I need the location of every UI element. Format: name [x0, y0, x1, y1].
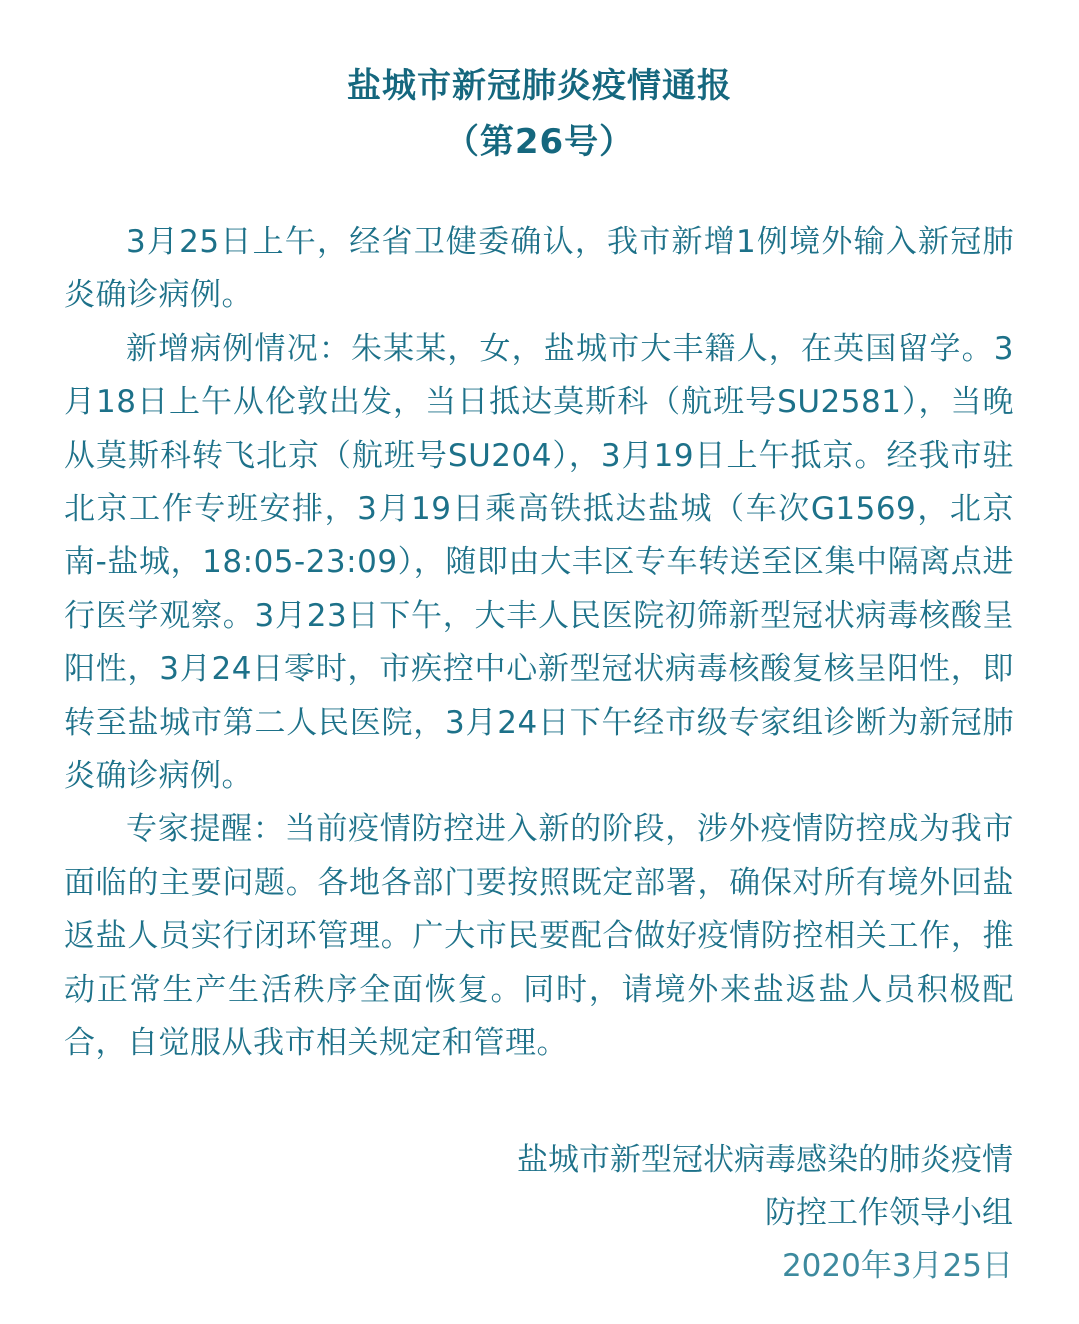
signature-organization-line2: 防控工作领导小组: [765, 1195, 1013, 1231]
paragraph-expert-reminder: 专家提醒：当前疫情防控进入新的阶段，涉外疫情防控成为我市面临的主要问题。各地各部门要按照既定部署，确保对所有境外回盐返盐人员实行闭环管理。广大市民要配合做好疫情防控相关工作，推动正常生产生活秩序全面恢复。同时，请境外来盐返盐人员积极配合，自觉服从我市相关规定和管理。: [64, 811, 1014, 1062]
document-body: [64, 216, 1014, 1071]
signature-block: [313, 1134, 1013, 1293]
document-issue-number: （第26号）: [444, 122, 635, 162]
signature-date: 2020年3月25日: [781, 1248, 1013, 1284]
paragraph-case-details: 新增病例情况：朱某某，女，盐城市大丰籍人，在英国留学。3月18日上午从伦敦出发，当日抵达莫斯科（航班号SU2581），当晚从莫斯科转飞北京（航班号SU204），3月19日上午抵京。经我市驻北京工作专班安排，3月19日乘高铁抵达盐城（车次G1569，北京南-盐城，18:05-23:09），随即由大丰区专车转送至区集中隔离点进行医学观察。3月23日下午，大丰人民医院初筛新型冠状病毒核酸呈阳性，3月24日零时，市疾控中心新型冠状病毒核酸复核呈阳性，即转至盐城市第二人民医院，3月24日下午经市级专家组诊断为新冠肺炎确诊病例。: [64, 330, 1014, 795]
document-title: 盐城市新冠肺炎疫情通报: [347, 66, 732, 106]
signature-organization-line1: 盐城市新型冠状病毒感染的肺炎疫情: [517, 1142, 1013, 1178]
paragraph-confirmation: 3月25日上午，经省卫健委确认，我市新增1例境外输入新冠肺炎确诊病例。: [64, 224, 1014, 314]
